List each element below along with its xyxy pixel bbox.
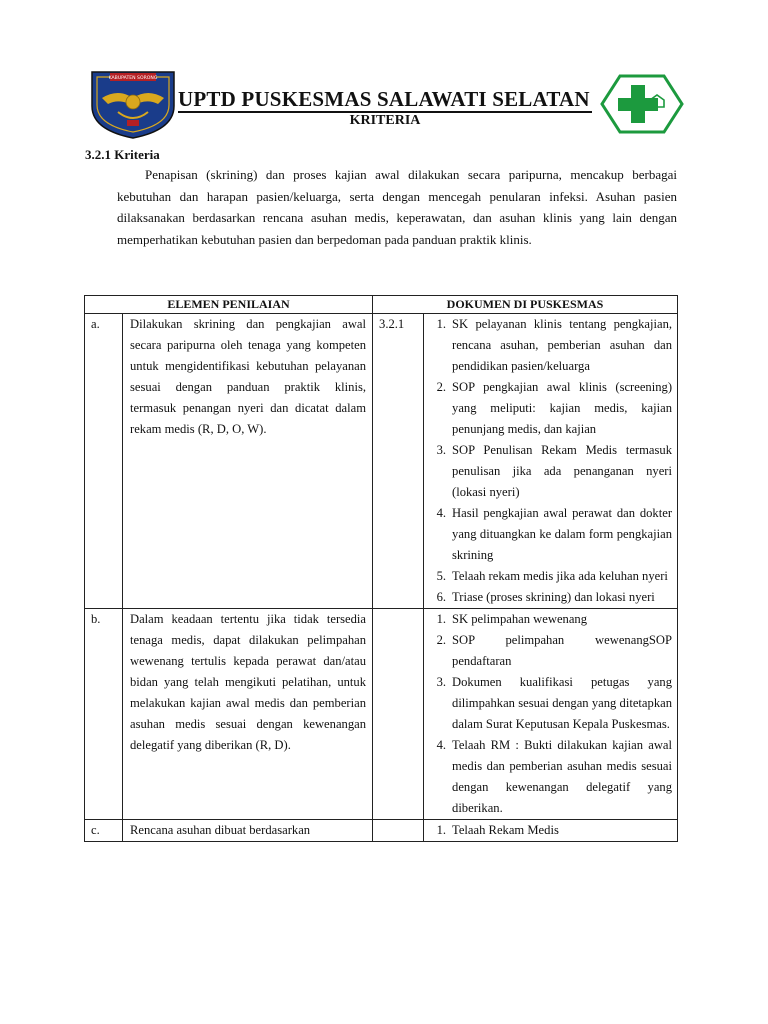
list-item-text: SOP pelimpahan wewenangSOP pendaftaran bbox=[452, 633, 673, 668]
list-item: 4. Hasil pengkajian awal perawat dan dokter yang dituangkan ke dalam form pengkajian skrining bbox=[424, 503, 672, 566]
table-row bbox=[85, 314, 678, 609]
document-list bbox=[424, 314, 672, 608]
row-code: 3.2.1 bbox=[373, 314, 424, 609]
list-item: 1. SK pelayanan klinis tentang pengkajian, rencana asuhan, pemberian asuhan dan pendidikan pasien/keluarga bbox=[424, 314, 672, 377]
table-header-row bbox=[85, 296, 678, 314]
list-item-text: Telaah Rekam Medis bbox=[452, 823, 559, 837]
list-item-text: Telaah RM : Bukti dilakukan kajian awal medis dan pemberian asuhan medis sesuai dengan kewenangan delegatif yang diberikan. bbox=[452, 738, 673, 815]
document-title: UPTD PUSKESMAS SALAWATI SELATAN bbox=[178, 87, 590, 111]
row-documents bbox=[424, 609, 678, 820]
row-element-text: Dilakukan skrining dan pengkajian awal secara paripurna oleh tenaga yang kompeten untuk mengidentifikasi kebutuhan pelayanan sesuai dengan panduan praktik klinis, termasuk penangan nyeri dan dicatat dalam rekam medis (R, D, O, W). bbox=[123, 314, 373, 609]
document-header bbox=[0, 0, 768, 140]
intro-text: Penapisan (skrining) dan proses kajian awal dilakukan secara paripurna, mencakup berbagai kebutuhan dan harapan pasien/keluarga, serta dengan mencegah penularan infeksi. Asuhan pasien dilaksanakan berdasarkan rencana asuhan medis, keperawatan, dan asuhan klinis yang lain dengan memperhatikan kebutuhan pasien dan berpedoman pada panduan praktik klinis. bbox=[117, 167, 677, 247]
list-item-text: Dokumen kualifikasi petugas yang dilimpahkan sesuai dengan yang ditetapkan dalam Surat Keputusan Kepala Puskesmas. bbox=[452, 675, 673, 731]
row-documents bbox=[424, 314, 678, 609]
crest-banner-text: KABUPATEN SORONG bbox=[108, 76, 158, 81]
row-code bbox=[373, 820, 424, 842]
list-item: 2. SOP pelimpahan wewenangSOP pendaftaran bbox=[424, 630, 672, 672]
list-item-text: SK pelimpahan wewenang bbox=[452, 612, 588, 626]
list-item: 2. SOP pengkajian awal klinis (screening) yang meliputi: kajian medis, kajian penunjang medis, dan kajian bbox=[424, 377, 672, 440]
criteria-table bbox=[84, 295, 678, 842]
row-letter: c. bbox=[85, 820, 123, 842]
row-letter: a. bbox=[85, 314, 123, 609]
table-row bbox=[85, 820, 678, 842]
list-item-text: Triase (proses skrining) dan lokasi nyeri bbox=[452, 590, 655, 604]
list-item: 5. Telaah rekam medis jika ada keluhan nyeri bbox=[424, 566, 672, 587]
list-item: 6. Triase (proses skrining) dan lokasi nyeri bbox=[424, 587, 672, 608]
document-list bbox=[424, 609, 672, 819]
row-element-text: Rencana asuhan dibuat berdasarkan bbox=[123, 820, 373, 842]
row-documents bbox=[424, 820, 678, 842]
list-item-text: Hasil pengkajian awal perawat dan dokter yang dituangkan ke dalam form pengkajian skrining bbox=[452, 506, 673, 562]
header-elemen: ELEMEN PENILAIAN bbox=[85, 296, 373, 314]
table-row bbox=[85, 609, 678, 820]
health-cross-icon bbox=[600, 74, 684, 134]
row-element-text: Dalam keadaan tertentu jika tidak tersedia tenaga medis, dapat dilakukan pelimpahan wewenang tertulis kepada perawat dan/atau bidan yang telah mengikuti pelatihan, untuk melakukan kajian awal medis dan pemberian asuhan medis sesuai dengan kewenangan delegatif yang diberikan (R, D). bbox=[123, 609, 373, 820]
document-subtitle: KRITERIA bbox=[349, 113, 421, 128]
row-code bbox=[373, 609, 424, 820]
section-heading: 3.2.1 Kriteria bbox=[85, 147, 160, 162]
list-item: 1. Telaah Rekam Medis bbox=[424, 820, 672, 841]
list-item: 3. Dokumen kualifikasi petugas yang dilimpahkan sesuai dengan yang ditetapkan dalam Surat Keputusan Kepala Puskesmas. bbox=[424, 672, 672, 735]
header-dokumen: DOKUMEN DI PUSKESMAS bbox=[373, 296, 678, 314]
intro-paragraph bbox=[117, 164, 677, 250]
list-item-text: SOP pengkajian awal klinis (screening) yang meliputi: kajian medis, kajian penunjang medis, dan kajian bbox=[452, 380, 673, 436]
row-letter: b. bbox=[85, 609, 123, 820]
document-list bbox=[424, 820, 672, 841]
list-item-text: SK pelayanan klinis tentang pengkajian, rencana asuhan, pemberian asuhan dan pendidikan pasien/keluarga bbox=[452, 317, 673, 373]
list-item: 1. SK pelimpahan wewenang bbox=[424, 609, 672, 630]
regency-crest-icon bbox=[88, 68, 178, 140]
list-item: 3. SOP Penulisan Rekam Medis termasuk penulisan jika ada penanganan nyeri (lokasi nyeri) bbox=[424, 440, 672, 503]
list-item-text: SOP Penulisan Rekam Medis termasuk penulisan jika ada penanganan nyeri (lokasi nyeri) bbox=[452, 443, 673, 499]
list-item: 4. Telaah RM : Bukti dilakukan kajian awal medis dan pemberian asuhan medis sesuai dengan kewenangan delegatif yang diberikan. bbox=[424, 735, 672, 819]
list-item-text: Telaah rekam medis jika ada keluhan nyeri bbox=[452, 569, 668, 583]
